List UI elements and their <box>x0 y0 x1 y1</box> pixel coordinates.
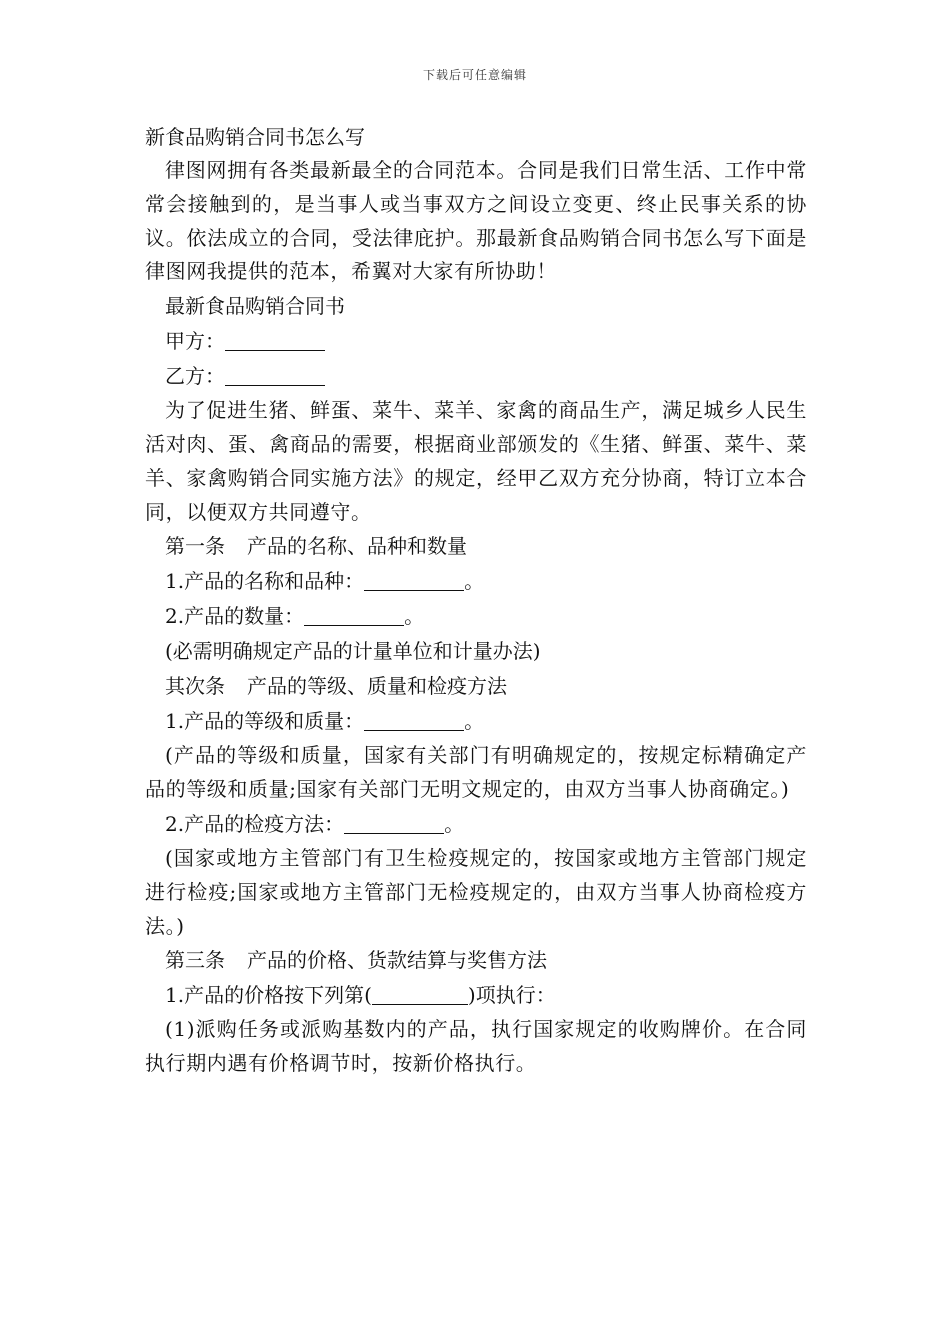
article2-label: 其次条 <box>165 674 225 699</box>
article1-note: (必需明确规定产品的计量单位和计量办法) <box>165 639 541 664</box>
party-a-blank <box>225 330 325 351</box>
article2-item1-label: 1.产品的等级和质量： <box>165 709 365 734</box>
article2-title: 产品的等级、质量和检疫方法 <box>247 674 507 699</box>
article1-title: 产品的名称、品种和数量 <box>247 534 467 559</box>
article2-note2: (国家或地方主管部门有卫生检疫规定的，按国家或地方主管部门规定进行检疫;国家或地方主管部门无检疫规定的，由双方当事人协商检疫方法。) <box>145 845 807 938</box>
article1-item1-label: 1.产品的名称和品种： <box>165 569 365 594</box>
party-a-line <box>145 324 807 359</box>
article1-item2-label: 2.产品的数量： <box>165 604 305 629</box>
document-title: 新食品购销合同书怎么写 <box>145 125 365 149</box>
article1-item1-blank <box>364 570 464 591</box>
header-note: 下载后可任意编辑 <box>422 68 527 82</box>
article3-item1-label: 1.产品的价格按下列第( <box>165 983 372 1008</box>
article2-item1 <box>145 704 807 739</box>
document-body <box>145 120 807 1081</box>
article1-item1-end: 。 <box>464 569 485 594</box>
article3-sub1: (1)派购任务或派购基数内的产品，执行国家规定的收购牌价。在合同执行期内遇有价格调节时，按新价格执行。 <box>145 1017 807 1076</box>
article3-title: 产品的价格、货款结算与奖售方法 <box>247 948 547 973</box>
article3-label: 第三条 <box>165 948 225 973</box>
article1-item2-end: 。 <box>404 604 425 629</box>
contract-title: 最新食品购销合同书 <box>165 294 345 319</box>
article2-item1-end: 。 <box>464 709 485 734</box>
preamble-paragraph: 为了促进生猪、鲜蛋、菜牛、菜羊、家禽的商品生产，满足城乡人民生活对肉、蛋、禽商品的需要，根据商业部颁发的《生猪、鲜蛋、菜牛、菜羊、家禽购销合同实施方法》的规定，经甲乙双方充分协商，特订立本合同，以便双方共同遵守。 <box>145 398 807 524</box>
party-b-blank <box>225 365 325 386</box>
article3-item1-blank <box>372 984 468 1005</box>
party-b-line <box>145 359 807 394</box>
article2-note1: (产品的等级和质量，国家有关部门有明确规定的，按规定标精确定产品的等级和质量;国家有关部门无明文规定的，由双方当事人协商确定。) <box>145 743 807 802</box>
article1-heading <box>145 529 807 564</box>
article2-item2-end: 。 <box>444 811 465 836</box>
article3-item1-end: )项执行： <box>467 983 556 1008</box>
article1-item2 <box>145 599 807 634</box>
article3-item1 <box>145 978 807 1013</box>
party-b-label: 乙方： <box>165 364 225 389</box>
intro-paragraph: 律图网拥有各类最新最全的合同范本。合同是我们日常生活、工作中常常会接触到的，是当事人或当事双方之间设立变更、终止民事关系的协议。依法成立的合同，受法律庇护。那最新食品购销合同书怎么写下面是律图网我提供的范本，希翼对大家有所协助！ <box>145 158 807 284</box>
article2-heading <box>145 669 807 704</box>
article3-heading <box>145 943 807 978</box>
article2-item2 <box>145 807 807 842</box>
article1-item2-blank <box>304 605 404 626</box>
party-a-label: 甲方： <box>165 329 225 354</box>
article2-item2-label: 2.产品的检疫方法： <box>165 811 345 836</box>
article1-item1 <box>145 564 807 599</box>
article1-label: 第一条 <box>165 534 225 559</box>
article2-item2-blank <box>344 813 444 834</box>
article2-item1-blank <box>364 710 464 731</box>
